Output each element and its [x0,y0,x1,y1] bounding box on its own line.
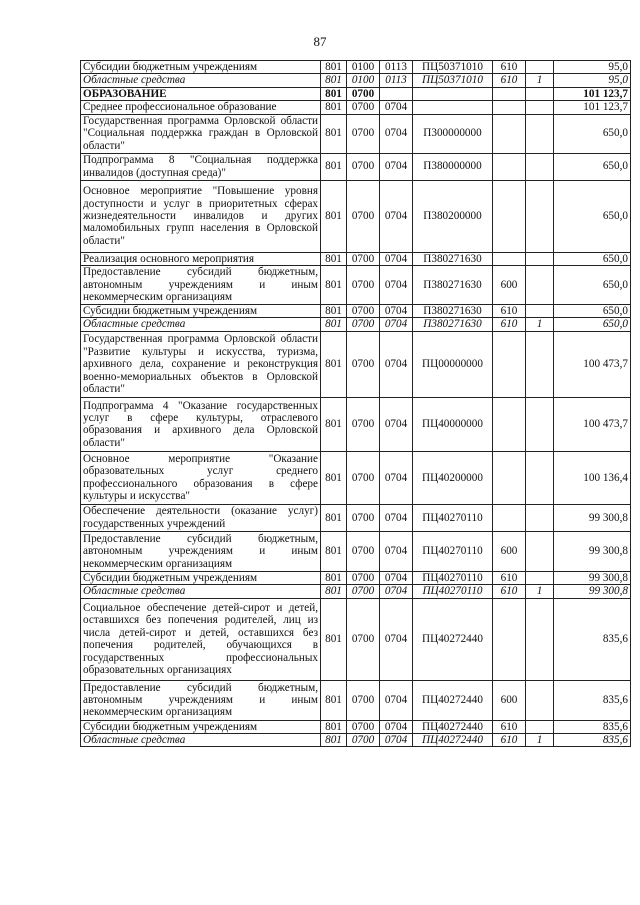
row-subsection-code: 0704 [380,680,413,720]
row-target-article: ПЦ40000000 [413,397,493,451]
row-amount: 650,0 [554,114,631,153]
table-row [81,451,631,504]
row-expense-type: 600 [493,266,526,305]
row-name: Областные средства [81,74,321,87]
row-expense-type: 600 [493,531,526,571]
row-target-article: ПЦ40200000 [413,451,493,504]
row-amount: 650,0 [554,153,631,180]
row-name: Основное мероприятие "Повышение уровня доступности и услуг в приоритетных сферах жизнедеятельности инвалидов и других маломобильных групп населения в Орловской области" [81,180,321,252]
row-subsection-code: 0704 [380,114,413,153]
row-admin-code: 801 [321,571,347,584]
row-section-code: 0700 [347,585,380,598]
row-admin-code: 801 [321,720,347,733]
row-target-article: ПЦ50371010 [413,61,493,74]
row-section-code: 0700 [347,180,380,252]
row-section-code: 0700 [347,153,380,180]
row-subsection-code: 0704 [380,451,413,504]
row-subsection-code: 0704 [380,734,413,747]
row-admin-code: 801 [321,266,347,305]
row-funding-source: 1 [526,734,554,747]
table-row [81,114,631,153]
row-section-code: 0100 [347,61,380,74]
row-admin-code: 801 [321,598,347,680]
table-row [81,87,631,100]
row-target-article: П380271630 [413,305,493,318]
row-funding-source [526,266,554,305]
row-funding-source [526,252,554,265]
row-section-code: 0700 [347,680,380,720]
row-funding-source: 1 [526,585,554,598]
row-expense-type [493,504,526,531]
row-subsection-code: 0704 [380,585,413,598]
row-name: Подпрограмма 4 "Оказание государственных услуг в сфере культуры, отраслевого образования и архивного дела Орловской области" [81,397,321,451]
row-amount: 650,0 [554,266,631,305]
row-funding-source [526,61,554,74]
row-amount: 835,6 [554,680,631,720]
row-subsection-code: 0704 [380,252,413,265]
row-target-article: ПЦ40270110 [413,504,493,531]
row-name: Областные средства [81,318,321,331]
row-section-code: 0700 [347,720,380,733]
row-target-article: ПЦ50371010 [413,74,493,87]
row-amount: 101 123,7 [554,87,631,100]
row-expense-type: 610 [493,74,526,87]
row-subsection-code: 0704 [380,331,413,397]
row-section-code: 0700 [347,252,380,265]
row-target-article: ПЦ40272440 [413,680,493,720]
row-section-code: 0700 [347,305,380,318]
row-admin-code: 801 [321,61,347,74]
row-admin-code: 801 [321,331,347,397]
row-section-code: 0100 [347,74,380,87]
row-name: Субсидии бюджетным учреждениям [81,571,321,584]
row-admin-code: 801 [321,74,347,87]
row-funding-source [526,571,554,584]
row-name: ОБРАЗОВАНИЕ [81,87,321,100]
row-expense-type [493,180,526,252]
row-admin-code: 801 [321,531,347,571]
row-funding-source [526,680,554,720]
row-subsection-code: 0704 [380,318,413,331]
row-target-article: ПЦ40272440 [413,598,493,680]
row-amount: 99 300,8 [554,531,631,571]
row-expense-type: 610 [493,61,526,74]
table-row [81,734,631,747]
table-row [81,680,631,720]
row-target-article: ПЦ40272440 [413,720,493,733]
table-row [81,720,631,733]
row-expense-type: 610 [493,585,526,598]
row-name: Государственная программа Орловской области "Социальная поддержка граждан в Орловской области" [81,114,321,153]
row-funding-source [526,305,554,318]
row-funding-source [526,180,554,252]
row-admin-code: 801 [321,87,347,100]
row-name: Субсидии бюджетным учреждениям [81,305,321,318]
row-expense-type [493,153,526,180]
row-admin-code: 801 [321,397,347,451]
row-target-article: П300000000 [413,114,493,153]
row-section-code: 0700 [347,397,380,451]
table-row [81,101,631,114]
row-expense-type: 600 [493,680,526,720]
row-amount: 99 300,8 [554,571,631,584]
row-funding-source [526,531,554,571]
row-funding-source [526,397,554,451]
row-amount: 835,6 [554,734,631,747]
row-name: Среднее профессиональное образование [81,101,321,114]
row-section-code: 0700 [347,734,380,747]
row-name: Основное мероприятие "Оказание образовательных услуг среднего профессионального образования в сфере культуры и искусства" [81,451,321,504]
row-section-code: 0700 [347,114,380,153]
row-expense-type: 610 [493,571,526,584]
row-target-article [413,87,493,100]
row-expense-type [493,397,526,451]
row-name: Предоставление субсидий бюджетным, автономным учреждениям и иным некоммерческим организациям [81,266,321,305]
row-name: Областные средства [81,734,321,747]
budget-table [80,60,631,747]
row-amount: 100 136,4 [554,451,631,504]
row-section-code: 0700 [347,598,380,680]
row-funding-source [526,101,554,114]
row-admin-code: 801 [321,153,347,180]
row-expense-type: 610 [493,318,526,331]
row-funding-source [526,87,554,100]
row-amount: 100 473,7 [554,331,631,397]
page-number: 87 [313,34,327,49]
row-section-code: 0700 [347,504,380,531]
row-name: Предоставление субсидий бюджетным, автономным учреждениям и иным некоммерческим организациям [81,680,321,720]
table-row [81,252,631,265]
row-expense-type [493,114,526,153]
row-name: Субсидии бюджетным учреждениям [81,720,321,733]
table-row [81,305,631,318]
row-target-article: ПЦ00000000 [413,331,493,397]
table-row [81,598,631,680]
row-target-article: П380271630 [413,252,493,265]
row-admin-code: 801 [321,305,347,318]
row-admin-code: 801 [321,504,347,531]
row-section-code: 0700 [347,451,380,504]
table-row [81,504,631,531]
row-target-article: ПЦ40270110 [413,571,493,584]
row-target-article: П380200000 [413,180,493,252]
table-row [81,331,631,397]
row-subsection-code: 0704 [380,180,413,252]
row-funding-source [526,114,554,153]
row-section-code: 0700 [347,266,380,305]
table-row [81,180,631,252]
row-name: Государственная программа Орловской области "Развитие культуры и искусства, туризма, архивного дела, сохранение и реконструкция военно-мемориальных объектов в Орловской области" [81,331,321,397]
row-expense-type [493,598,526,680]
row-amount: 650,0 [554,180,631,252]
row-expense-type [493,451,526,504]
row-subsection-code: 0704 [380,571,413,584]
row-funding-source [526,504,554,531]
row-subsection-code: 0704 [380,598,413,680]
row-subsection-code: 0704 [380,266,413,305]
row-funding-source [526,598,554,680]
row-section-code: 0700 [347,531,380,571]
row-expense-type: 610 [493,305,526,318]
row-admin-code: 801 [321,451,347,504]
row-amount: 835,6 [554,720,631,733]
table-row [81,585,631,598]
row-amount: 95,0 [554,61,631,74]
row-expense-type: 610 [493,734,526,747]
row-target-article: ПЦ40270110 [413,585,493,598]
table-row [81,153,631,180]
row-name: Субсидии бюджетным учреждениям [81,61,321,74]
row-expense-type [493,252,526,265]
row-admin-code: 801 [321,101,347,114]
row-subsection-code: 0113 [380,74,413,87]
table-row [81,571,631,584]
row-admin-code: 801 [321,114,347,153]
row-expense-type [493,331,526,397]
row-amount: 95,0 [554,74,631,87]
row-amount: 99 300,8 [554,504,631,531]
row-amount: 100 473,7 [554,397,631,451]
row-subsection-code: 0113 [380,61,413,74]
row-name: Социальное обеспечение детей-сирот и детей, оставшихся без попечения родителей, лиц из числа детей-сирот и детей, оставшихся без попечения родителей, обучающихся в государственных профессиональных образовательных организациях [81,598,321,680]
row-section-code: 0700 [347,331,380,397]
row-funding-source: 1 [526,74,554,87]
row-admin-code: 801 [321,680,347,720]
row-amount: 99 300,8 [554,585,631,598]
row-name: Реализация основного мероприятия [81,252,321,265]
row-section-code: 0700 [347,101,380,114]
row-subsection-code: 0704 [380,531,413,571]
row-subsection-code [380,87,413,100]
row-subsection-code: 0704 [380,305,413,318]
table-row [81,318,631,331]
table-row [81,61,631,74]
row-amount: 650,0 [554,252,631,265]
row-expense-type [493,87,526,100]
row-amount: 835,6 [554,598,631,680]
table-row [81,531,631,571]
row-target-article: ПЦ40272440 [413,734,493,747]
table-row [81,266,631,305]
row-target-article [413,101,493,114]
table-row [81,74,631,87]
table-body [81,61,631,747]
row-admin-code: 801 [321,734,347,747]
row-admin-code: 801 [321,180,347,252]
row-name: Обеспечение деятельности (оказание услуг) государственных учреждений [81,504,321,531]
row-subsection-code: 0704 [380,153,413,180]
row-target-article: ПЦ40270110 [413,531,493,571]
row-amount: 650,0 [554,305,631,318]
row-subsection-code: 0704 [380,720,413,733]
row-target-article: П380271630 [413,318,493,331]
row-name: Подпрограмма 8 "Социальная поддержка инвалидов (доступная среда)" [81,153,321,180]
row-expense-type [493,101,526,114]
row-funding-source [526,720,554,733]
row-funding-source: 1 [526,318,554,331]
row-subsection-code: 0704 [380,504,413,531]
row-name: Предоставление субсидий бюджетным, автономным учреждениям и иным некоммерческим организациям [81,531,321,571]
row-admin-code: 801 [321,318,347,331]
row-target-article: П380000000 [413,153,493,180]
row-admin-code: 801 [321,252,347,265]
row-funding-source [526,331,554,397]
row-target-article: П380271630 [413,266,493,305]
table-row [81,397,631,451]
row-amount: 101 123,7 [554,101,631,114]
row-section-code: 0700 [347,87,380,100]
row-expense-type: 610 [493,720,526,733]
row-name: Областные средства [81,585,321,598]
row-subsection-code: 0704 [380,101,413,114]
row-section-code: 0700 [347,571,380,584]
row-amount: 650,0 [554,318,631,331]
row-admin-code: 801 [321,585,347,598]
row-funding-source [526,451,554,504]
row-subsection-code: 0704 [380,397,413,451]
row-funding-source [526,153,554,180]
row-section-code: 0700 [347,318,380,331]
